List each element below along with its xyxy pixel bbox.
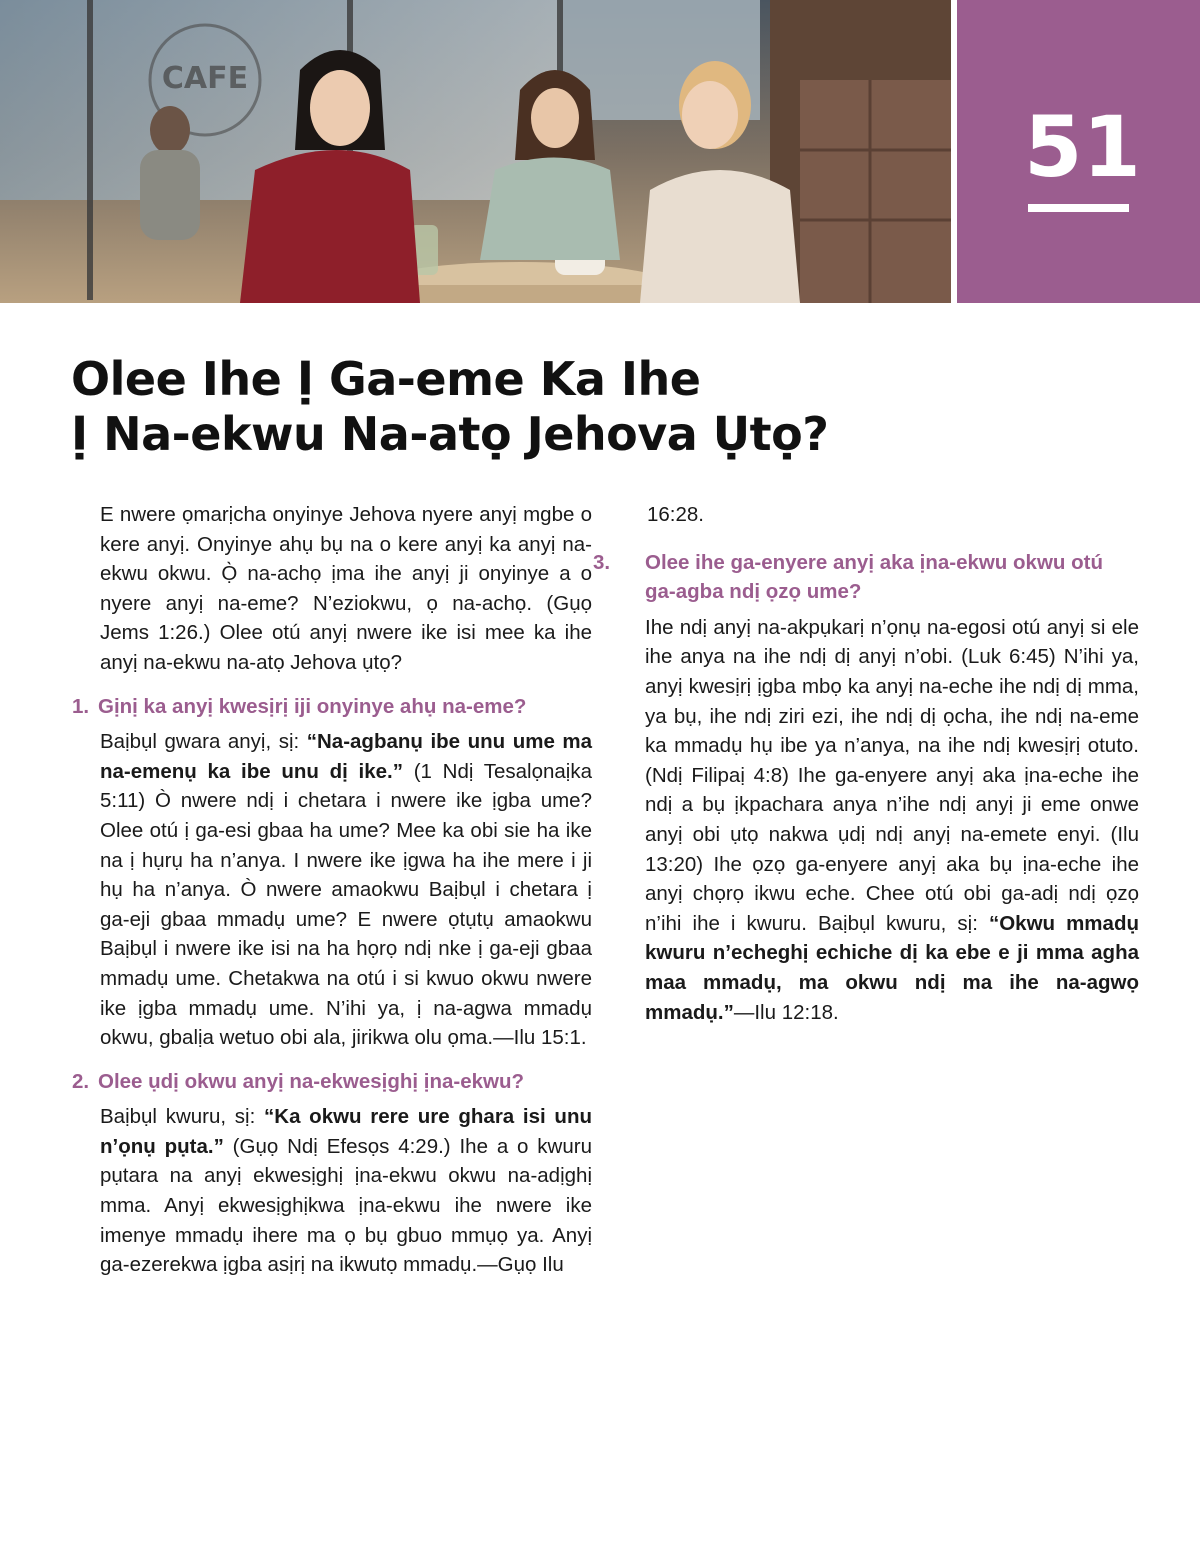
question-2-text: Olee ụdị okwu anyị na-ekwesịghị ịna-ekwu?: [98, 1069, 525, 1093]
answer-3-quote: “Okwu mmadụ kwuru n’echeghị echiche dị ka ebe e ji mma agha maa mmadụ, ma okwu ndị ma ihe na-agwọ mmadụ.”: [645, 911, 1139, 1024]
cafe-sign-text: CAFE: [161, 61, 249, 96]
answer-2-continued: 16:28.: [647, 503, 704, 526]
lesson-title-line1: Olee Ihe Ị Ga-eme Ka Ihe: [71, 352, 701, 406]
question-3-text: Olee ihe ga-enyere anyị aka ịna-ekwu okwu otú ga-agba ndị ọzọ ume?: [645, 550, 1103, 604]
question-3-number: 3.: [593, 550, 611, 574]
question-1-number: 1.: [72, 694, 90, 718]
intro-paragraph: E nwere ọmarịcha onyinye Jehova nyere anyị mgbe o kere anyị. Onyinye ahụ bụ na o kere anyị ka anyị na-ekwu okwu. Ọ̀ na-achọ ịma ihe anyị ji onyinye a o nyere anyị na-eme? N’eziokwu, ọ na-achọ. (Gụọ Jems 1:26.) Olee otú anyị nwere ike isi mee ka ihe anyị na-ekwu na-atọ Jehova ụtọ?: [100, 503, 592, 674]
answer-3-rest: —Ilu 12:18.: [733, 1000, 839, 1024]
lesson-number-underline: [1028, 204, 1129, 212]
answer-2-lead: Baịbụl kwuru, sị:: [100, 1105, 265, 1129]
left-column: [72, 500, 592, 1280]
answer-1-rest: (1 Ndị Tesalọnaịka 5:11) Ò nwere ndị i chetara i nwere ike ịgba ume? Olee otú ị ga-esi gbaa ha ume? Mee ka obi sie ha ike na ị hụrụ ha n’anya. I nwere ike ịgwa ha ihe mere i ji hụ ha n’anya. Ò nwere amaokwu Baịbụl i chetara ị ga-eji gbaa mmadụ ume? E nwere ọtụtụ amaokwu Baịbụl i nwere ike isi na ha họrọ ndị nke ị ga-eji gbaa mmadụ ume. Chetakwa na otú i si kwuo okwu nwere ike ịgba mmadụ ume. N’ihi ya, ị na-agwa mmadụ okwu, gbalịa wetuo obi ala, jirikwa olu ọma.—Ilu 15:1.: [100, 759, 592, 1050]
answer-1-paragraph: [72, 727, 592, 1053]
answer-1-quote: “Na-agbanụ ibe unu ume ma na-emenụ ka ibe unu dị ike.”: [100, 730, 593, 783]
question-2-heading: [72, 1067, 592, 1097]
answer-2-paragraph: [72, 1102, 592, 1280]
lesson-number: 51: [1024, 98, 1141, 196]
header-photo: [0, 0, 951, 303]
lesson-title-line2: Ị Na-ekwu Na-atọ Jehova Ụtọ?: [71, 407, 829, 461]
lesson-title: [71, 352, 1071, 462]
question-1-heading: [72, 692, 592, 722]
question-1-text: Gịnị ka anyị kwesịrị iji onyinye ahụ na-eme?: [98, 694, 527, 718]
right-column: [593, 500, 1139, 1027]
answer-3-lead: Ihe ndị anyị na-akpụkarị n’ọnụ na-egosi otú anyị si ele ihe anya na ihe ndị dị anyị n’obi. (Luk 6:45) N’ihi ya, anyị kwesịrị ịgba mbọ ka anyị na-eche ihe ndị dị mma, ya bụ, ihe ndị ziri ezi, ihe ndị dị ọcha, ihe ndị na-eme ka mmadụ hụ ibe ya n’anya, na ihe ndị kwesịrị otuto. (Ndị Filipaị 4:8) Ihe ga-enyere anyị aka ịna-eche ihe ndị a bụ ịkpachara anya n’ihe ndị anyị ji eme onwe anyị obi ụtọ nakwa ụdị ndị anyị na-emete enyi. (Ilu 13:20) Ihe ọzọ ga-enyere anyị aka bụ ịna-eche ihe anyị chọrọ ikwu eche. Chee otú obi ga-adị ndị ọzọ n’ihi ihe i kwuru. Baịbụl kwuru, sị:: [645, 615, 1139, 935]
lesson-number-badge: [957, 0, 1200, 303]
question-2-number: 2.: [72, 1069, 90, 1093]
cafe-photo: [0, 0, 951, 303]
answer-2-rest: (Gụọ Ndị Efesọs 4:29.) Ihe a o kwuru pụtara na anyị ekwesịghị ịna-ekwu okwu na-adịghị mma. Anyị ekwesịghịkwa ịna-ekwu ihe nwere ike imenye mmadụ ihere ma ọ bụ gbuo mmụọ ya. Anyị ga-ezerekwa ịgba asịrị na ikwutọ mmadụ.—Gụọ Ilu: [100, 1134, 592, 1277]
answer-1-lead: Baịbụl gwara anyị, sị:: [100, 730, 307, 754]
question-3-heading: [593, 548, 1139, 607]
answer-3-paragraph: [619, 613, 1139, 1027]
answer-2-quote: “Ka okwu rere ure ghara isi unu n’ọnụ pụta.”: [100, 1105, 592, 1158]
